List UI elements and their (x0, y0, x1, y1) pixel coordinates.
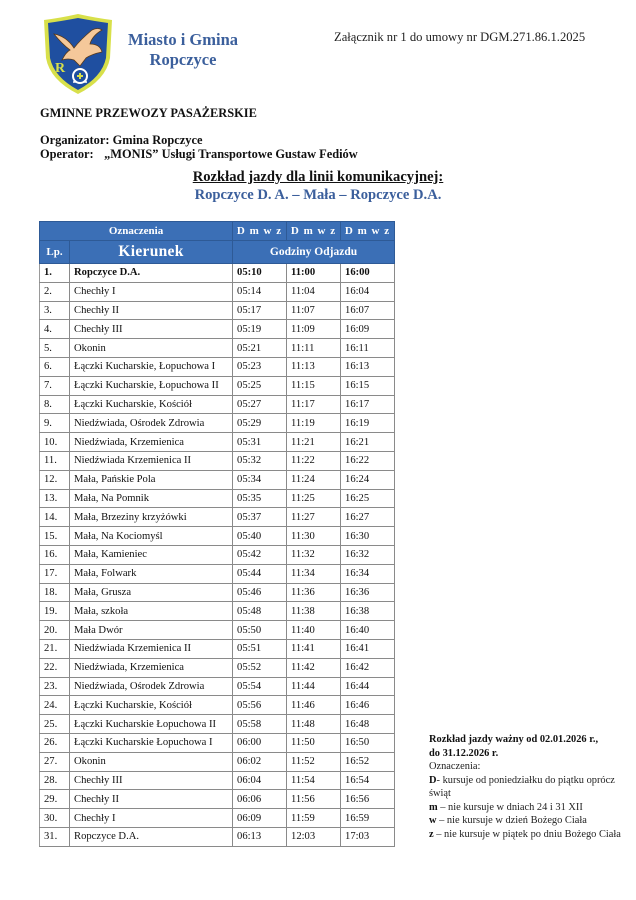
stop-number: 13. (40, 489, 70, 508)
departure-time-1: 05:17 (233, 301, 287, 320)
departure-time-3: 17:03 (341, 827, 395, 846)
stop-number: 15. (40, 527, 70, 546)
stop-number: 23. (40, 677, 70, 696)
table-row (40, 395, 395, 414)
stop-name: Ropczyce D.A. (70, 264, 233, 283)
legend-code: D (429, 774, 437, 786)
stop-name: Mała Dwór (70, 621, 233, 640)
legend-code: w (429, 815, 437, 826)
departure-time-1: 05:44 (233, 564, 287, 583)
departure-time-3: 16:00 (341, 264, 395, 283)
table-row (40, 602, 395, 621)
table-row (40, 527, 395, 546)
departure-time-2: 11:11 (287, 339, 341, 358)
table-row (40, 470, 395, 489)
organizer-label: Organizator: (40, 133, 110, 147)
departure-time-2: 11:50 (287, 733, 341, 752)
departure-time-3: 16:46 (341, 696, 395, 715)
stop-number: 6. (40, 357, 70, 376)
stop-number: 14. (40, 508, 70, 527)
legend-text: – nie kursuje w dniach 24 i 31 XII (437, 801, 583, 813)
departure-time-3: 16:32 (341, 545, 395, 564)
stop-name: Niedźwiada, Ośrodek Zdrowia (70, 414, 233, 433)
departure-time-3: 16:22 (341, 451, 395, 470)
table-row (40, 790, 395, 809)
validity-line-2: do 31.12.2026 r. (429, 747, 499, 759)
stop-name: Okonin (70, 752, 233, 771)
stop-number: 8. (40, 395, 70, 414)
departure-time-1: 05:31 (233, 433, 287, 452)
departure-time-1: 06:00 (233, 733, 287, 752)
annex-reference: Załącznik nr 1 do umowy nr DGM.271.86.1.2025 (334, 30, 586, 44)
departure-time-1: 05:29 (233, 414, 287, 433)
stop-number: 28. (40, 771, 70, 790)
table-row (40, 414, 395, 433)
stop-name: Ropczyce D.A. (70, 827, 233, 846)
operator-value: „MONIS” Usługi Transportowe Gustaw Fediów (104, 147, 358, 161)
lp-header: Lp. (40, 241, 70, 264)
departure-time-1: 05:56 (233, 696, 287, 715)
departure-time-2: 11:59 (287, 809, 341, 828)
departure-time-2: 11:15 (287, 376, 341, 395)
course-2-designation: D m w z (287, 222, 341, 241)
stop-number: 12. (40, 470, 70, 489)
table-row (40, 264, 395, 283)
departure-time-3: 16:25 (341, 489, 395, 508)
timetable-body (40, 264, 395, 847)
designations-header: Oznaczenia (40, 222, 233, 241)
stop-name: Mała, Brzeziny krzyżówki (70, 508, 233, 527)
departure-time-1: 05:23 (233, 357, 287, 376)
route-title: Ropczyce D. A. – Mała – Ropczyce D.A. (194, 187, 442, 203)
schedule-title-text: Rozkład jazdy dla linii komunikacyjnej: (192, 169, 444, 185)
legend-code: m (429, 801, 438, 813)
table-row (40, 433, 395, 452)
stop-name: Łączki Kucharskie, Kościół (70, 696, 233, 715)
stop-number: 16. (40, 545, 70, 564)
legend-item-m (429, 801, 629, 815)
stop-name: Mała, Folwark (70, 564, 233, 583)
departure-time-1: 05:10 (233, 264, 287, 283)
stop-name: Łączki Kucharskie, Kościół (70, 395, 233, 414)
departure-time-3: 16:07 (341, 301, 395, 320)
departure-time-2: 11:44 (287, 677, 341, 696)
departure-time-2: 11:07 (287, 301, 341, 320)
departure-time-2: 12:03 (287, 827, 341, 846)
departure-time-2: 11:32 (287, 545, 341, 564)
departure-time-2: 11:21 (287, 433, 341, 452)
departure-time-3: 16:15 (341, 376, 395, 395)
table-row (40, 564, 395, 583)
departure-time-1: 05:37 (233, 508, 287, 527)
header-row-designations (40, 222, 395, 241)
departure-time-3: 16:34 (341, 564, 395, 583)
stop-number: 20. (40, 621, 70, 640)
stop-number: 3. (40, 301, 70, 320)
departure-time-2: 11:42 (287, 658, 341, 677)
table-row (40, 583, 395, 602)
table-row (40, 771, 395, 790)
departure-time-2: 11:09 (287, 320, 341, 339)
table-row (40, 827, 395, 846)
departure-time-3: 16:19 (341, 414, 395, 433)
legend-text: – nie kursuje w dzień Bożego Ciała (436, 815, 587, 826)
departure-time-2: 11:36 (287, 583, 341, 602)
operator-label: Operator: (40, 147, 94, 161)
table-row (40, 639, 395, 658)
stop-number: 24. (40, 696, 70, 715)
eagle-shield-icon (40, 14, 116, 96)
departure-time-1: 05:32 (233, 451, 287, 470)
stop-number: 18. (40, 583, 70, 602)
stop-name: Mała, Kamieniec (70, 545, 233, 564)
table-row (40, 733, 395, 752)
departure-time-1: 06:09 (233, 809, 287, 828)
departure-time-1: 05:58 (233, 715, 287, 734)
stop-name: Niedźwiada, Krzemienica (70, 658, 233, 677)
stop-number: 4. (40, 320, 70, 339)
departure-time-2: 11:30 (287, 527, 341, 546)
departure-time-1: 06:04 (233, 771, 287, 790)
stop-name: Mała, Na Kociomyśl (70, 527, 233, 546)
stop-number: 10. (40, 433, 70, 452)
stop-name: Chechły II (70, 790, 233, 809)
table-row (40, 320, 395, 339)
departure-time-3: 16:36 (341, 583, 395, 602)
departure-time-3: 16:42 (341, 658, 395, 677)
departure-time-2: 11:56 (287, 790, 341, 809)
stop-name: Chechły I (70, 282, 233, 301)
departure-time-1: 05:52 (233, 658, 287, 677)
departure-time-3: 16:09 (341, 320, 395, 339)
stop-name: Łączki Kucharskie Łopuchowa I (70, 733, 233, 752)
departure-time-2: 11:41 (287, 639, 341, 658)
table-row (40, 282, 395, 301)
table-row (40, 508, 395, 527)
stop-name: Łączki Kucharskie, Łopuchowa I (70, 357, 233, 376)
departure-time-1: 05:54 (233, 677, 287, 696)
departure-time-3: 16:48 (341, 715, 395, 734)
departure-time-1: 05:51 (233, 639, 287, 658)
departure-time-2: 11:38 (287, 602, 341, 621)
stop-name: Mała, Grusza (70, 583, 233, 602)
departure-time-3: 16:44 (341, 677, 395, 696)
departure-time-1: 05:35 (233, 489, 287, 508)
departure-time-2: 11:27 (287, 508, 341, 527)
timetable (39, 221, 395, 847)
table-row (40, 451, 395, 470)
departure-time-2: 11:04 (287, 282, 341, 301)
stop-name: Niedźwiada, Krzemienica (70, 433, 233, 452)
departure-time-2: 11:54 (287, 771, 341, 790)
departure-time-2: 11:00 (287, 264, 341, 283)
stop-number: 7. (40, 376, 70, 395)
validity-line-1: Rozkład jazdy ważny od 02.01.2026 r., (429, 734, 599, 745)
departure-time-3: 16:52 (341, 752, 395, 771)
legend-code: z (429, 828, 434, 840)
departure-time-2: 11:24 (287, 470, 341, 489)
table-row (40, 357, 395, 376)
document-heading: GMINNE PRZEWOZY PASAŻERSKIE (40, 106, 257, 120)
departure-time-3: 16:59 (341, 809, 395, 828)
departure-time-2: 11:52 (287, 752, 341, 771)
departure-time-1: 05:34 (233, 470, 287, 489)
table-row (40, 545, 395, 564)
table-row (40, 696, 395, 715)
departures-header: Godziny Odjazdu (233, 241, 395, 264)
departure-time-3: 16:27 (341, 508, 395, 527)
table-row (40, 677, 395, 696)
departure-time-2: 11:19 (287, 414, 341, 433)
departure-time-1: 05:25 (233, 376, 287, 395)
header-row-columns (40, 241, 395, 264)
departure-time-2: 11:22 (287, 451, 341, 470)
stop-number: 25. (40, 715, 70, 734)
stop-name: Mała, Na Pomnik (70, 489, 233, 508)
departure-time-3: 16:24 (341, 470, 395, 489)
stop-number: 22. (40, 658, 70, 677)
stop-number: 26. (40, 733, 70, 752)
departure-time-3: 16:40 (341, 621, 395, 640)
stop-number: 30. (40, 809, 70, 828)
stop-name: Mała, szkoła (70, 602, 233, 621)
departure-time-1: 05:46 (233, 583, 287, 602)
departure-time-1: 06:06 (233, 790, 287, 809)
departure-time-2: 11:13 (287, 357, 341, 376)
departure-time-2: 11:17 (287, 395, 341, 414)
stop-name: Chechły III (70, 320, 233, 339)
departure-time-2: 11:40 (287, 621, 341, 640)
stop-name: Chechły I (70, 809, 233, 828)
brand-line-2: Ropczyce (149, 50, 217, 69)
departure-time-3: 16:04 (341, 282, 395, 301)
departure-time-3: 16:38 (341, 602, 395, 621)
departure-time-1: 05:19 (233, 320, 287, 339)
stop-number: 5. (40, 339, 70, 358)
direction-header: Kierunek (70, 241, 233, 264)
table-row (40, 715, 395, 734)
brand-line-1: Miasto i Gmina (128, 30, 238, 49)
organizer-line (40, 133, 202, 148)
departure-time-3: 16:41 (341, 639, 395, 658)
departure-time-1: 05:14 (233, 282, 287, 301)
stop-number: 21. (40, 639, 70, 658)
stop-number: 17. (40, 564, 70, 583)
coat-of-arms-logo (40, 14, 116, 96)
legend (429, 733, 629, 841)
table-row (40, 376, 395, 395)
stop-number: 11. (40, 451, 70, 470)
legend-item-d (429, 774, 629, 801)
departure-time-3: 16:56 (341, 790, 395, 809)
stop-name: Chechły III (70, 771, 233, 790)
stop-name: Łączki Kucharskie, Łopuchowa II (70, 376, 233, 395)
table-row (40, 301, 395, 320)
table-row (40, 339, 395, 358)
departure-time-1: 05:27 (233, 395, 287, 414)
stop-number: 19. (40, 602, 70, 621)
stop-name: Okonin (70, 339, 233, 358)
stop-number: 9. (40, 414, 70, 433)
departure-time-1: 06:13 (233, 827, 287, 846)
departure-time-2: 11:48 (287, 715, 341, 734)
table-row (40, 489, 395, 508)
departure-time-3: 16:30 (341, 527, 395, 546)
departure-time-1: 05:50 (233, 621, 287, 640)
stop-name: Mała, Pańskie Pola (70, 470, 233, 489)
departure-time-3: 16:13 (341, 357, 395, 376)
stop-name: Niedźwiada Krzemienica II (70, 639, 233, 658)
departure-time-3: 16:50 (341, 733, 395, 752)
departure-time-3: 16:11 (341, 339, 395, 358)
operator-line (40, 147, 358, 162)
legend-item-w (429, 814, 629, 828)
stop-number: 29. (40, 790, 70, 809)
legend-text: – nie kursuje w piątek po dniu Bożego Ciała (433, 828, 621, 840)
schedule-title (0, 169, 636, 186)
designations-label: Oznaczenia: (429, 761, 481, 772)
table-row (40, 752, 395, 771)
legend-item-z (429, 828, 629, 842)
departure-time-1: 06:02 (233, 752, 287, 771)
table-row (40, 658, 395, 677)
stop-name: Łączki Kucharskie Łopuchowa II (70, 715, 233, 734)
stop-number: 1. (40, 264, 70, 283)
departure-time-1: 05:42 (233, 545, 287, 564)
organizer-value: Gmina Ropczyce (112, 133, 203, 147)
departure-time-1: 05:21 (233, 339, 287, 358)
stop-number: 31. (40, 827, 70, 846)
table-row (40, 621, 395, 640)
departure-time-3: 16:54 (341, 771, 395, 790)
departure-time-3: 16:21 (341, 433, 395, 452)
municipality-brand (118, 30, 248, 70)
stop-name: Chechły II (70, 301, 233, 320)
stop-name: Niedźwiada Krzemienica II (70, 451, 233, 470)
departure-time-3: 16:17 (341, 395, 395, 414)
svg-text:R: R (55, 61, 66, 76)
course-3-designation: D m w z (341, 222, 395, 241)
stop-number: 27. (40, 752, 70, 771)
departure-time-2: 11:25 (287, 489, 341, 508)
departure-time-1: 05:48 (233, 602, 287, 621)
departure-time-2: 11:34 (287, 564, 341, 583)
stop-number: 2. (40, 282, 70, 301)
course-1-designation: D m w z (233, 222, 287, 241)
stop-name: Niedźwiada, Ośrodek Zdrowia (70, 677, 233, 696)
departure-time-2: 11:46 (287, 696, 341, 715)
departure-time-1: 05:40 (233, 527, 287, 546)
table-row (40, 809, 395, 828)
legend-text: - kursuje od poniedziałku do piątku oprócz świąt (429, 774, 615, 799)
